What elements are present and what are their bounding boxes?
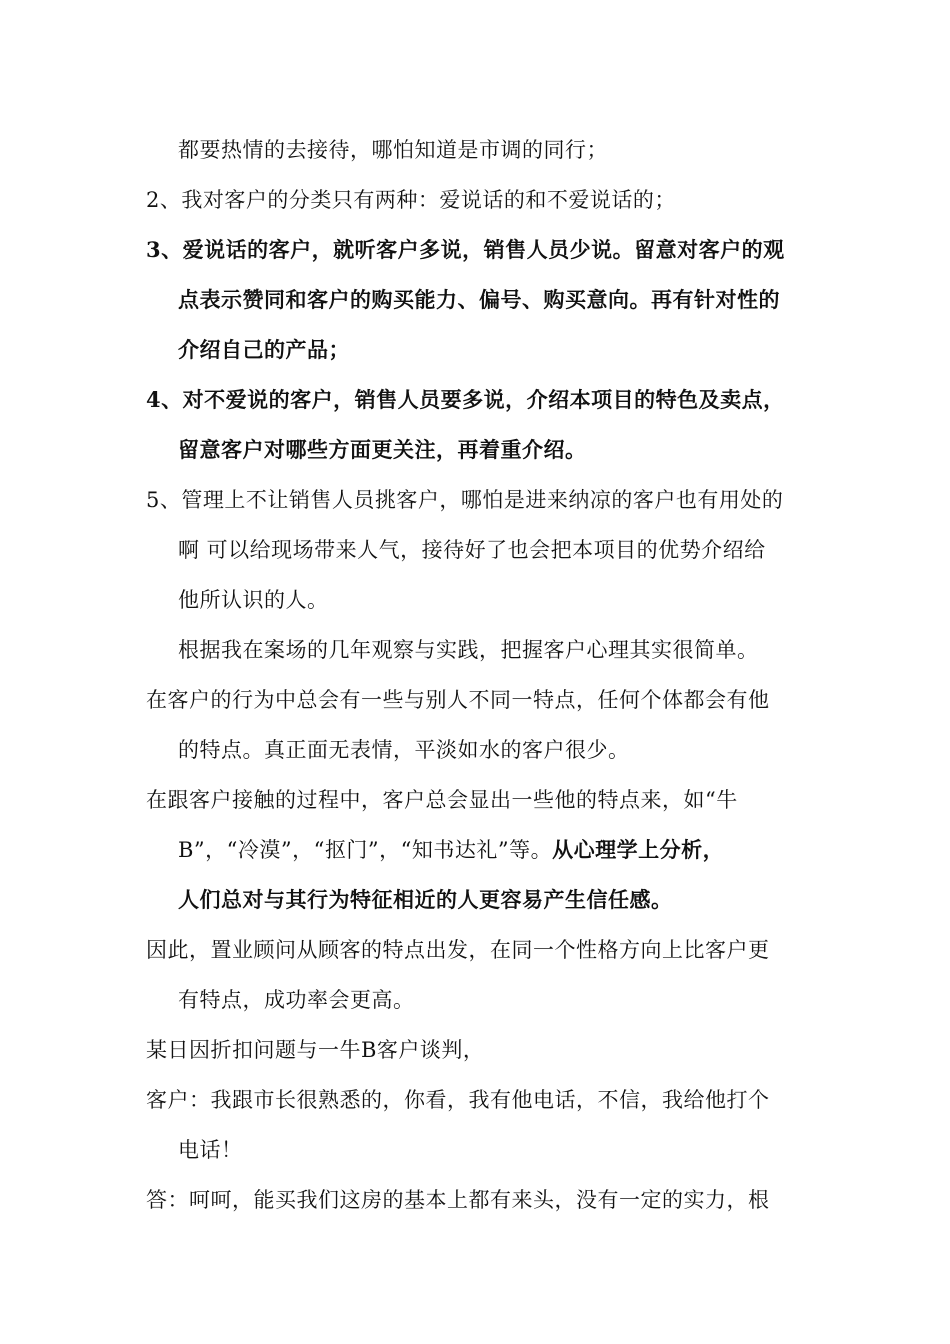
text-line-mixed — [178, 836, 724, 864]
text-line: 的特点。真正面无表情，平淡如水的客户很少。 — [178, 738, 630, 762]
text-line: 在跟客户接触的过程中，客户总会显出一些他的特点来，如“牛 — [146, 788, 738, 812]
text-line: 有特点，成功率会更高。 — [178, 988, 415, 1012]
bold-text-segment: 从心理学上分析， — [552, 837, 725, 862]
text-line: 因此，置业顾问从顾客的特点出发，在同一个性格方向上比客户更 — [146, 938, 770, 962]
text-line: 3、爱说话的客户，就听客户多说，销售人员少说。留意对客户的观 — [146, 237, 785, 262]
text-line: 啊 可以给现场带来人气，接待好了也会把本项目的优势介绍给 — [178, 538, 766, 562]
text-line: 都要热情的去接待，哪怕知道是市调的同行； — [178, 138, 608, 162]
text-line: 介绍自己的产品； — [178, 337, 350, 362]
text-line: 人们总对与其行为特征相近的人更容易产生信任感。 — [178, 887, 673, 912]
text-line: 根据我在案场的几年观察与实践，把握客户心理其实很简单。 — [178, 638, 759, 662]
text-line: 答：呵呵，能买我们这房的基本上都有来头，没有一定的实力，根 — [146, 1188, 770, 1212]
text-line: 2、我对客户的分类只有两种：爱说话的和不爱说话的； — [146, 188, 676, 212]
text-line: 客户：我跟市长很熟悉的，你看，我有他电话，不信，我给他打个 — [146, 1088, 770, 1112]
text-line: 某日因折扣问题与一牛B客户谈判， — [146, 1038, 485, 1062]
text-line: 他所认识的人。 — [178, 588, 329, 612]
text-line: 在客户的行为中总会有一些与别人不同一特点，任何个体都会有他 — [146, 688, 770, 712]
text-line: 4、对不爱说的客户，销售人员要多说，介绍本项目的特色及卖点， — [146, 387, 785, 412]
text-line: 电话！ — [178, 1138, 243, 1162]
text-line: 点表示赞同和客户的购买能力、偏号、购买意向。再有针对性的 — [178, 287, 780, 312]
text-line: 留意客户对哪些方面更关注，再着重介绍。 — [178, 437, 587, 462]
text-line: 5、管理上不让销售人员挑客户，哪怕是进来纳凉的客户也有用处的 — [146, 488, 784, 512]
text-segment: B”，“冷漠”，“抠门”，“知书达礼”等。 — [178, 838, 553, 862]
